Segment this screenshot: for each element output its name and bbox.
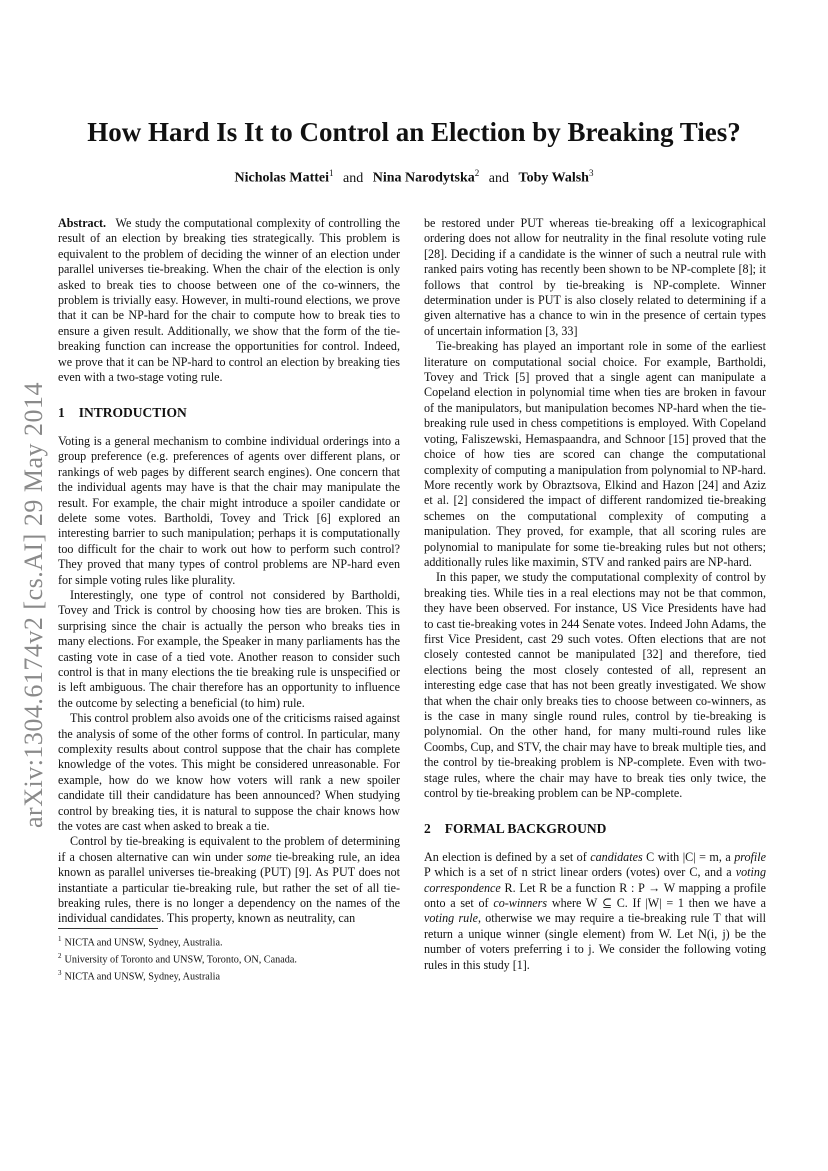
text-run: Control by tie-breaking is equivalent to the problem of determining if a chosen alternative can win under bbox=[58, 834, 400, 864]
paragraph: Voting is a general mechanism to combine individual orderings into a group preference (e.g. preferences of agents over different plans, or rankings of web pages by different search engines). One concern that the individual agents may have is that the chair may manipulate the result. For example, the chair might introduce a spoiler candidate or delete some votes. Bartholdi, Tovey and Trick [6] explored an interesting barrier to such manipulation; perhaps it is computationally too difficult for the chair to work out how to perform such control? They proved that many types of control problems are NP-hard even for simple voting rules like plurality. bbox=[58, 433, 400, 587]
paragraph: Tie-breaking has played an important role in some of the earliest literature on computational social choice. For example, Bartholdi, Tovey and Trick [5] proved that a single agent can manipulate a Copeland election in polynomial time when ties are broken in favour of the manipulators, but manipulation becomes NP-hard when the tie-breaking rule used in chess competitions is employed. With Copeland voting, Faliszewski, Hemaspaandra, and Schnoor [15] proved that the choice of how ties are scored can change the computational complexity of computing a manipulation from polynomial to NP-hard. More recently work by Obraztsova, Elkind and Hazon [24] and Aziz et al. [2] considered the impact of different randomized tie-breaking schemes on the computational complexity of computing a manipulation. They proved, for example, that all scoring rules are polynomial to manipulate for some tie-breaking rules but not others; additionally rules like maximin, STV and ranked pairs are NP-hard. bbox=[424, 339, 766, 569]
abstract-label: Abstract. bbox=[58, 216, 107, 230]
right-column bbox=[424, 216, 766, 973]
emphasis: some bbox=[246, 849, 272, 864]
footnotes bbox=[58, 928, 400, 984]
section-number: 1 bbox=[58, 405, 65, 421]
footnote-text: NICTA and UNSW, Sydney, Australia. bbox=[64, 937, 223, 949]
text-run: where W ⊆ C. If |W| = 1 then we have a bbox=[551, 896, 766, 911]
footnote bbox=[58, 933, 400, 950]
paragraph: In this paper, we study the computational complexity of control by breaking ties. While ties in a real elections may not be that common, they have been observed. For instance, US Vice Presidents have had to cast tie-breaking votes in 244 Senate votes. Indeed John Adams, the first Vice President, cast 29 such votes. Often elections that are not closely contested cannot be manipulated [32] and therefore, tied elections being the most closely contested of all, represent an interesting edge case that has not been greatly investigated. We show that when the chair only breaks ties to choose between co-winners, as is the case in many single round rules, control by tie-breaking is polynomial. On the other hand, for many multi-round rules like Coombs, Cup, and STV, the chair may have to break multiple ties, and the control by tie-breaking problem is NP-complete. Even with two-stage rules, where the chair may have to break ties only twice, the control by tie-breaking problem can be NP-complete. bbox=[424, 570, 766, 801]
emphasis: profile bbox=[734, 849, 767, 864]
author-name: Nina Narodytska bbox=[372, 170, 475, 186]
abstract bbox=[58, 216, 400, 385]
text-run: An election is defined by a set of bbox=[424, 849, 587, 864]
arxiv-id-text: arXiv:1304.6174v2 [cs.AI] 29 May 2014 bbox=[19, 382, 48, 828]
footnote-text: NICTA and UNSW, Sydney, Australia bbox=[64, 971, 220, 983]
text-run: tie-breaking rule, an idea known as parallel universes tie-breaking (PUT) [9]. As PUT does not instantiate a particular tie-breaking rule, but rather the set of all tie-breaking rules, there is no longer a dependency on the names of the individual candidates. This property, known as neutrality, can bbox=[58, 849, 400, 926]
emphasis: co-winners bbox=[493, 896, 548, 911]
paragraph: Interestingly, one type of control not considered by Bartholdi, Tovey and Trick is control by choosing how ties are broken. This is surprising since the chair is actually the person who breaks ties in many elections. For example, the Speaker in many parliaments has the casting vote in case of a tied vote. Another reason to consider such control is that in many elections the tie breaking rule is unspecified or is left ambiguous. The chair therefore has an opportunity to influence the outcome by selecting a beneficial (to him) rule. bbox=[58, 587, 400, 710]
paragraph bbox=[424, 850, 766, 973]
paper-title: How Hard Is It to Control an Election by Breaking Ties? bbox=[87, 117, 741, 147]
footnote-text: University of Toronto and UNSW, Toronto, ON, Canada. bbox=[64, 954, 297, 966]
footnote-mark: 1 bbox=[58, 935, 62, 943]
footnote-mark: 2 bbox=[58, 951, 62, 960]
section-number: 2 bbox=[424, 821, 431, 837]
author-name: Toby Walsh bbox=[518, 170, 589, 186]
section-heading-introduction bbox=[58, 405, 400, 420]
emphasis: voting rule bbox=[424, 911, 478, 926]
text-run: R. Let R be a function R : P → W mapping a profile onto a set of bbox=[424, 880, 766, 911]
section-heading-formal-background bbox=[424, 821, 766, 836]
text-run: , otherwise we may require a tie-breaking rule T that will return a unique winner (single element) from W. Let N(i, j) be the number of voters preferring i to j. We consider the following voting rules in this study [1]. bbox=[424, 911, 767, 972]
section-title: FORMAL BACKGROUND bbox=[444, 821, 607, 837]
emphasis: voting correspondence bbox=[424, 865, 766, 895]
abstract-text: We study the computational complexity of controlling the result of an election by breaking ties strategically. This problem is equivalent to the problem of deciding the winner of an election under parallel universes tie-breaking. When the chair of the election is only asked to break ties to choose between one of the co-winners, the problem is trivially easy. However, in multi-round elections, we prove that it can be NP-hard for the chair to compute how to break ties to ensure a given result. Additionally, we show that the form of the tie-breaking function can increase the opportunities for control. Indeed, we prove that it can be NP-hard to control an election by breaking ties even with a two-stage voting rule. bbox=[58, 216, 400, 385]
text-run: C with |C| = m, a bbox=[646, 849, 731, 864]
section-title: INTRODUCTION bbox=[78, 405, 187, 421]
author-list bbox=[0, 168, 828, 187]
author-separator: and bbox=[343, 170, 364, 186]
author-affiliation-mark: 3 bbox=[588, 168, 594, 178]
paragraph bbox=[58, 834, 400, 926]
author-affiliation-mark: 1 bbox=[329, 168, 334, 178]
paragraph: This control problem also avoids one of the criticisms raised against the analysis of some of the other forms of control. In particular, many complexity results about control suppose that the chair has complete knowledge of the votes. This might be considered unreasonable. For example, how do we know how voters will rank a new spoiler candidate till their candidature has been announced? When studying control by breaking ties, it is natural to suppose the chair knows how the votes are cast when asked to break a tie. bbox=[58, 711, 400, 834]
footnote-rule bbox=[58, 928, 158, 929]
paragraph: be restored under PUT whereas tie-breaking off a lexicographical ordering does not allow for neutrality in the final resolute voting rule [28]. Deciding if a candidate is the winner of such a neutral rule with ranked pairs voting has recently been shown to be NP-complete [8]; it follows that control by tie-breaking is NP-complete. Winner determination under is PUT is also closely related to determining if a given alternative has a chance to win in the presence of certain types of uncertain information [3, 33] bbox=[424, 216, 766, 338]
arxiv-identifier-stamp bbox=[14, 370, 54, 840]
emphasis: candidates bbox=[590, 849, 643, 864]
text-run: P which is a set of n strict linear orders (votes) over C, and a bbox=[424, 865, 732, 880]
footnote bbox=[58, 967, 400, 984]
author-separator: and bbox=[488, 170, 510, 186]
footnote bbox=[58, 950, 400, 967]
left-column bbox=[58, 216, 400, 927]
footnote-mark: 3 bbox=[58, 968, 62, 977]
author-affiliation-mark: 2 bbox=[474, 168, 480, 178]
author-name: Nicholas Mattei bbox=[234, 170, 330, 186]
